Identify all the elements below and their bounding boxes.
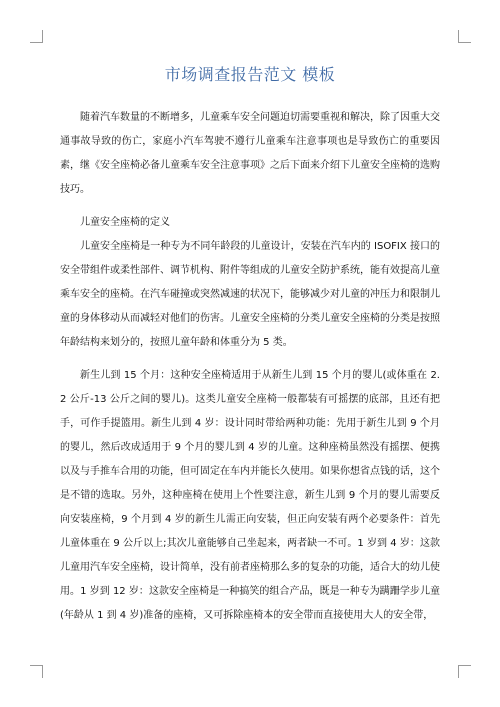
crop-mark-bottom-right	[458, 665, 471, 678]
crop-mark-top-left	[30, 30, 43, 43]
crop-mark-bottom-left	[30, 665, 43, 678]
section-heading: 儿童安全座椅的定义	[80, 217, 170, 228]
crop-mark-top-right	[458, 30, 471, 43]
age-categories-paragraph: 新生儿到 15 个月：这种安全座椅适用于从新生儿到 15 个月的婴儿(或体重在 2.2 公斤-13 公斤之间的婴儿)。这类儿童安全座椅一般都装有可摇摆的底部，且还有把手，可作手提篮用。新生儿到 4 岁：设计同时带给两种功能：先用于新生儿到 9 个月的婴儿，然后改成适用于 9 个月的婴儿到 4 岁的儿童。这种座椅虽然没有摇摆、便携以及与手推车合用的功能，但可固定在车内并能长久使用。如果你想省点钱的话，这个是不错的选取。另外，这种座椅在使用上个性要注意，新生儿到 9 个月的婴儿需要反向安装座椅，9 个月到 4 岁的新生儿需正向安装，但正向安装有两个必要条件：首先儿童体重在 9 公斤以上;其次儿童能够自己坐起来，两者缺一不可。1 岁到 4 岁：这款儿童用汽车安全座椅，设计简单，没有前者座椅那么多的复杂的功能，适合大的幼儿使用。1 岁到 12 岁：这款安全座椅是一种搞笑的组合产品，既是一种专为蹒跚学步儿童(年龄从 1 到 4 岁)准备的座椅，又可拆除座椅本的安全带而直接使用大人的安全带，	[60, 370, 440, 621]
intro-paragraph: 随着汽车数量的不断增多，儿童乘车安全问题迫切需要重视和解决，除了因重大交通事故导致的伤亡，家庭小汽车驾驶不遵行儿童乘车注意事项也是导致伤亡的重要因素，继《安全座椅必备儿童乘车安全注意事项》之后下面来介绍下儿童安全座椅的选购技巧。	[60, 112, 440, 195]
page-title: 市场调查报告范文 模板	[164, 65, 336, 84]
definition-paragraph: 儿童安全座椅是一种专为不同年龄段的儿童设计，安装在汽车内的 ISOFIX 接口的安全带组件或柔性部件、调节机构、附件等组成的儿童安全防护系统，能有效提高儿童乘车安全的座椅。在汽车碰撞或突然减速的状况下，能够减少对儿童的冲压力和限制儿童的身体移动从而减轻对他们的伤害。儿童安全座椅的分类儿童安全座椅的分类是按照年龄结构来划分的，按照儿童年龄和体重分为 5 类。	[60, 241, 440, 348]
